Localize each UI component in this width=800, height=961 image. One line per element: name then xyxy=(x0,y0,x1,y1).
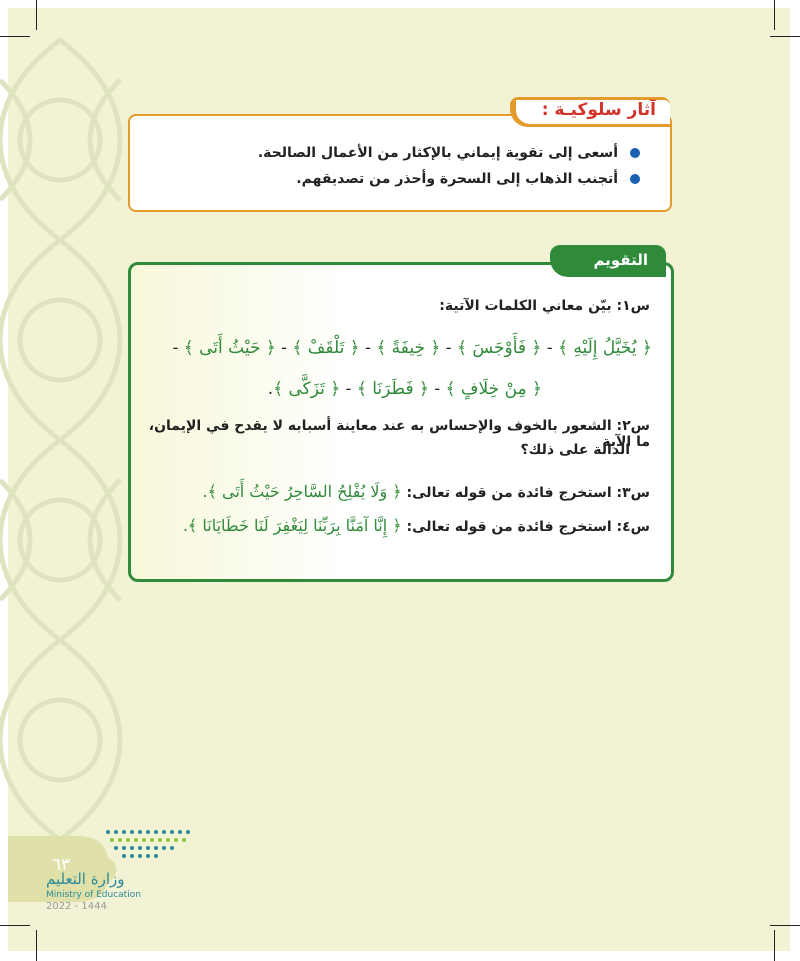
crop-mark xyxy=(774,0,775,30)
question-3-ayah: ﴿ وَلَا يُفْلِحُ السَّاحِرُ حَيْثُ أَتَى ﴾. xyxy=(202,482,402,501)
word-item: ﴿ فَأَوْجَسَ ﴾ xyxy=(456,338,542,358)
word-item: ﴿ يُخَيَّلُ إِلَيْهِ ﴾ xyxy=(557,338,652,358)
bullet-icon xyxy=(630,174,640,184)
question-2-line-2: الدالة على ذلك؟ xyxy=(520,442,630,458)
question-1: س١: بيّن معاني الكلمات الآتية: xyxy=(439,298,650,314)
word-item: ﴿ مِنْ خِلَافٍ ﴾ xyxy=(445,379,542,399)
list-item: أسعى إلى تقوية إيماني بالإكثار من الأعمال الصالحة. xyxy=(160,140,640,166)
word-item: ﴿ تَلْقَفْ ﴾ xyxy=(292,338,360,358)
words-line-2: ﴿ مِنْ خِلَافٍ ﴾ - ﴿ فَطَرَنَا ﴾ - ﴿ تَزَكَّى ﴾. xyxy=(267,379,542,399)
ministry-name-en: Ministry of Education xyxy=(46,890,141,900)
list-item: أتجنب الذهاب إلى السحرة وأحذر من تصديقهم. xyxy=(160,166,640,192)
crop-mark xyxy=(774,930,775,961)
question-4: س٤: استخرج فائدة من قوله تعالى: ﴿ إِنَّا آمَنَّا بِرَبِّنَا لِيَغْفِرَ لَنَا خَطَايَانَا ﴾. xyxy=(182,516,650,535)
evaluation-title: التقويم xyxy=(593,251,648,269)
crop-mark xyxy=(770,36,800,37)
question-2-line-1: س٢: الشعور بالخوف والإحساس به عند معاينة أسبابه لا يقدح في الإيمان، ما الآية xyxy=(148,418,650,450)
page-number: ٦٣ xyxy=(52,855,71,875)
bottom-trim xyxy=(0,951,800,961)
ministry-name: وزارة التعليم xyxy=(46,870,125,888)
words-line-1: ﴿ يُخَيَّلُ إِلَيْهِ ﴾ - ﴿ فَأَوْجَسَ ﴾ - ﴿ خِيفَةً ﴾ - ﴿ تَلْقَفْ ﴾ - ﴿ حَيْثُ أَتَى ﴾ - xyxy=(172,338,652,358)
evaluation-tab xyxy=(550,245,666,277)
edition-year: 2022 - 1444 xyxy=(46,901,107,912)
question-4-ayah: ﴿ إِنَّا آمَنَّا بِرَبِّنَا لِيَغْفِرَ لَنَا خَطَايَانَا ﴾. xyxy=(182,516,402,535)
word-item: ﴿ خِيفَةً ﴾ xyxy=(376,338,441,358)
word-item: ﴿ حَيْثُ أَتَى ﴾ xyxy=(183,338,276,358)
bullet-icon xyxy=(630,148,640,158)
word-item: ﴿ تَزَكَّى ﴾ xyxy=(273,379,341,399)
top-trim xyxy=(0,0,800,8)
behavioral-effects-title: آثار سلوكيـة : xyxy=(541,100,656,120)
crop-mark xyxy=(770,925,800,926)
word-item: ﴿ فَطَرَنَا ﴾ xyxy=(356,379,429,399)
behavioral-effects-tab xyxy=(510,97,670,127)
behavioral-effects-list xyxy=(160,140,640,192)
question-3: س٣: استخرج فائدة من قوله تعالى: ﴿ وَلَا يُفْلِحُ السَّاحِرُ حَيْثُ أَتَى ﴾. xyxy=(202,482,650,501)
right-trim xyxy=(790,0,800,961)
ministry-logo-icon xyxy=(98,826,198,860)
